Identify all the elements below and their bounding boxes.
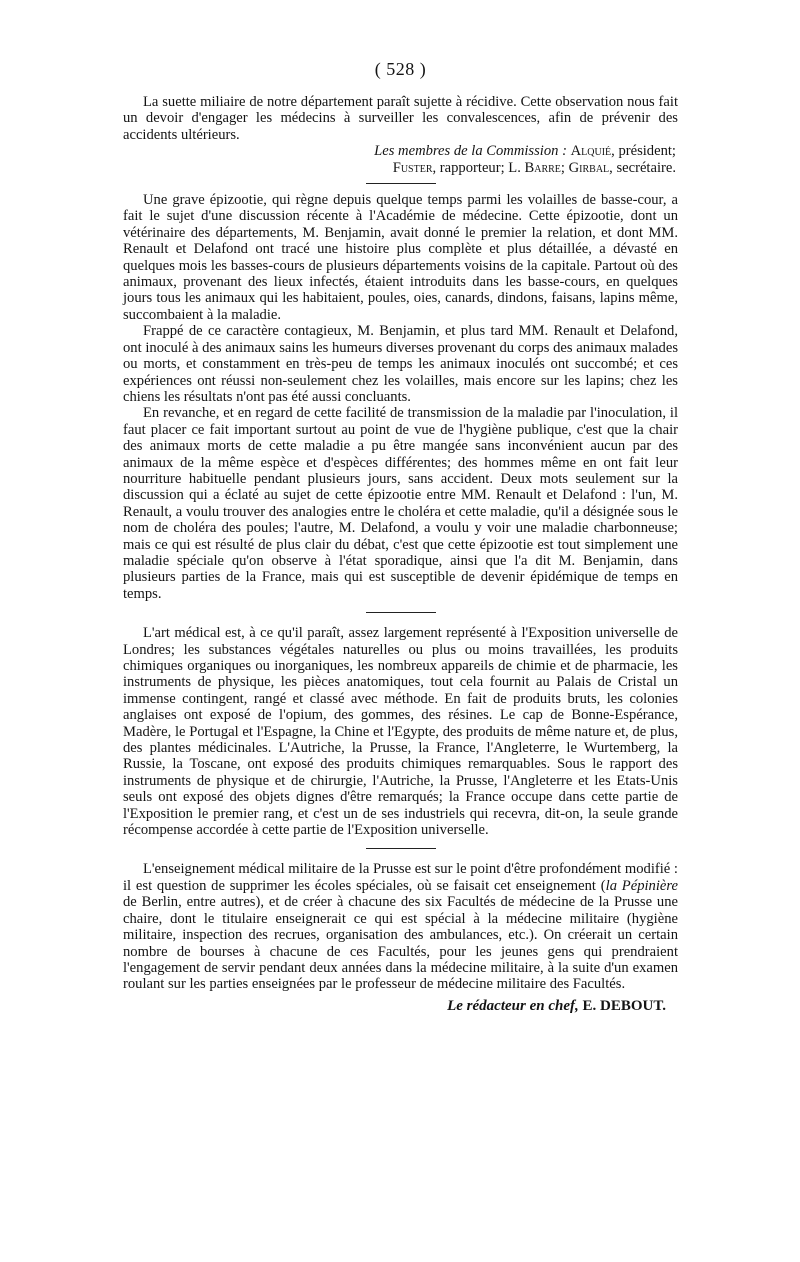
paragraph-prusse-part1: L'enseignement médical militaire de la Prusse est sur le point d'être profondément modifié : il est question de supprimer les écoles spéciales, où se faisait cet enseignement (: [123, 861, 678, 894]
signature-name-fuster: Fuster: [392, 159, 433, 176]
section-divider: [366, 848, 436, 849]
paragraph-prusse: [123, 861, 678, 992]
paragraph-prusse-italic: la Pépinière: [605, 877, 678, 894]
section-divider: [366, 183, 436, 184]
paragraph-exposition: L'art médical est, à ce qu'il paraît, assez largement représenté à l'Exposition universelle de Londres; les substances végétales naturelles ou plus ou moins travaillées, les produits chimiques organiques ou inorganiques, les nombreux appareils de chimie et de pharmacie, les instruments de physique, les pièces anatomiques, tout cela fournit au Palais de Cristal un immense contingent, rangé et classé avec méthode. En fait de produits bruts, les colonies anglaises ont exposé de l'opium, des gommes, des résines. Le cap de Bonne-Espérance, Madère, le Portugal et l'Espagne, la Chine et l'Egypte, des produits de même nature et, de plus, des plantes médicinales. L'Autriche, la Prusse, la France, l'Angleterre, le Wurtemberg, la Russie, la Toscane, ont exposé des produits chimiques remarquables. Sous le rapport des instruments de physique et de chirurgie, l'Autriche, la Prusse, l'Angleterre et les Etats-Unis seuls ont exposé des objets dignes d'être remarqués; la France occupe dans cette partie de l'Exposition le premier rang, et c'est un de ses industriels qui recevra, dit-on, la seule grande récompense accordée à cette partie de l'Exposition universelle.: [123, 625, 678, 839]
signature-name-barre: Barre: [524, 159, 561, 176]
paragraph-epizootie-2: Frappé de ce caractère contagieux, M. Benjamin, et plus tard MM. Renault et Delafond, ont inoculé à des animaux sains les humeurs diverses provenant du corps des animaux malades ou morts, et constamment en très-peu de temps les animaux inoculés ont succombé; et ces expériences ont réussi non-seulement chez les volailles, mais encore sur les lapins; chez les chiens les résultats n'ont pas été aussi concluants.: [123, 323, 678, 405]
editor-label: Le rédacteur en chef,: [447, 997, 579, 1014]
section-epizootie: [123, 192, 678, 602]
signature-role-secretaire: , secrétaire.: [609, 159, 676, 176]
editor-name: E. DEBOUT.: [582, 997, 666, 1014]
paragraph-epizootie-1: Une grave épizootie, qui règne depuis quelque temps parmi les volailles de basse-cour, a fait le sujet d'une discussion récente à l'Académie de médecine. Cette épizootie, dont un vétérinaire des départements, M. Benjamin, avait donné le premier la relation, et dont MM. Renault et Delafond ont tracé une histoire plus complète et plus détaillée, a dévasté en quelques mois les basses-cours de plusieurs départements voisins de la capitale. Partout où des animaux, provenant des lieux infectés, étaient introduits dans les basse-cours, en quelques jours tous les animaux qui les habitaient, poules, oies, canards, dindons, faisans, lapins même, succombaient à la maladie.: [123, 192, 678, 323]
section-exposition: [123, 625, 678, 838]
commission-signature-line2: [123, 160, 678, 176]
page: [123, 58, 678, 1015]
paragraph-prusse-part2: de Berlin, entre autres), et de créer à chacune des six Facultés de médecine de la Prusse une chaire, dont le titulaire enseignerait ce qui est spécial à la médecine militaire (hygiène militaire, inspection des recrues, organisation des ambulances, etc.). On créerait un certain nombre de bourses à chacune de ces Facultés, pour les jeunes gens qui prendraient l'engagement de servir pendant deux années dans la médecine militaire, à la suite d'un examen roulant sur les parties enseignées par le professeur de médecine militaire des Facultés.: [123, 894, 678, 993]
editor-signature: [123, 997, 678, 1015]
signature-rapporteur: , rapporteur; L.: [432, 159, 525, 176]
signature-intro: Les membres de la Commission :: [374, 143, 567, 160]
commission-signature-line1: [123, 143, 678, 159]
paragraph-suette: La suette miliaire de notre département paraît sujette à récidive. Cette observation nous fait un devoir d'engager les médecins à surveiller les convalescences, afin de prévenir des accidents ultérieurs.: [123, 94, 678, 143]
signature-name-alquie: Alquié: [570, 143, 612, 160]
section-divider: [366, 612, 436, 613]
section-prusse: [123, 861, 678, 1014]
signature-name-girbal: Girbal: [568, 159, 610, 176]
signature-separator: ;: [560, 159, 569, 176]
section-suette: [123, 94, 678, 176]
signature-role-president: , président;: [611, 143, 676, 160]
paragraph-epizootie-3: En revanche, et en regard de cette facilité de transmission de la maladie par l'inoculation, il faut placer ce fait important surtout au point de vue de l'hygiène publique, c'est que la chair des animaux morts de cette maladie a pu être mangée sans inconvénient aucun par des animaux de la même espèce et d'espèces différentes; des hommes même en ont fait leur nourriture habituelle pendant plusieurs jours, sans accident. Deux mots seulement sur la discussion qui a éclaté au sujet de cette épizootie entre MM. Renault et Delafond : l'un, M. Renault, a voulu trouver des analogies entre le choléra et cette maladie, qu'il a désignée sous le nom de choléra des poules; l'autre, M. Delafond, a voulu y voir une maladie charbonneuse; mais ce qui est résulté de plus clair du débat, c'est que cette épizootie est tout simplement une maladie spéciale qu'on observe à l'état sporadique, ainsi que l'a dit M. Benjamin, dans plusieurs parties de la France, mais qui est susceptible de devenir épidémique de temps en temps.: [123, 405, 678, 602]
page-number: ( 528 ): [374, 59, 427, 79]
